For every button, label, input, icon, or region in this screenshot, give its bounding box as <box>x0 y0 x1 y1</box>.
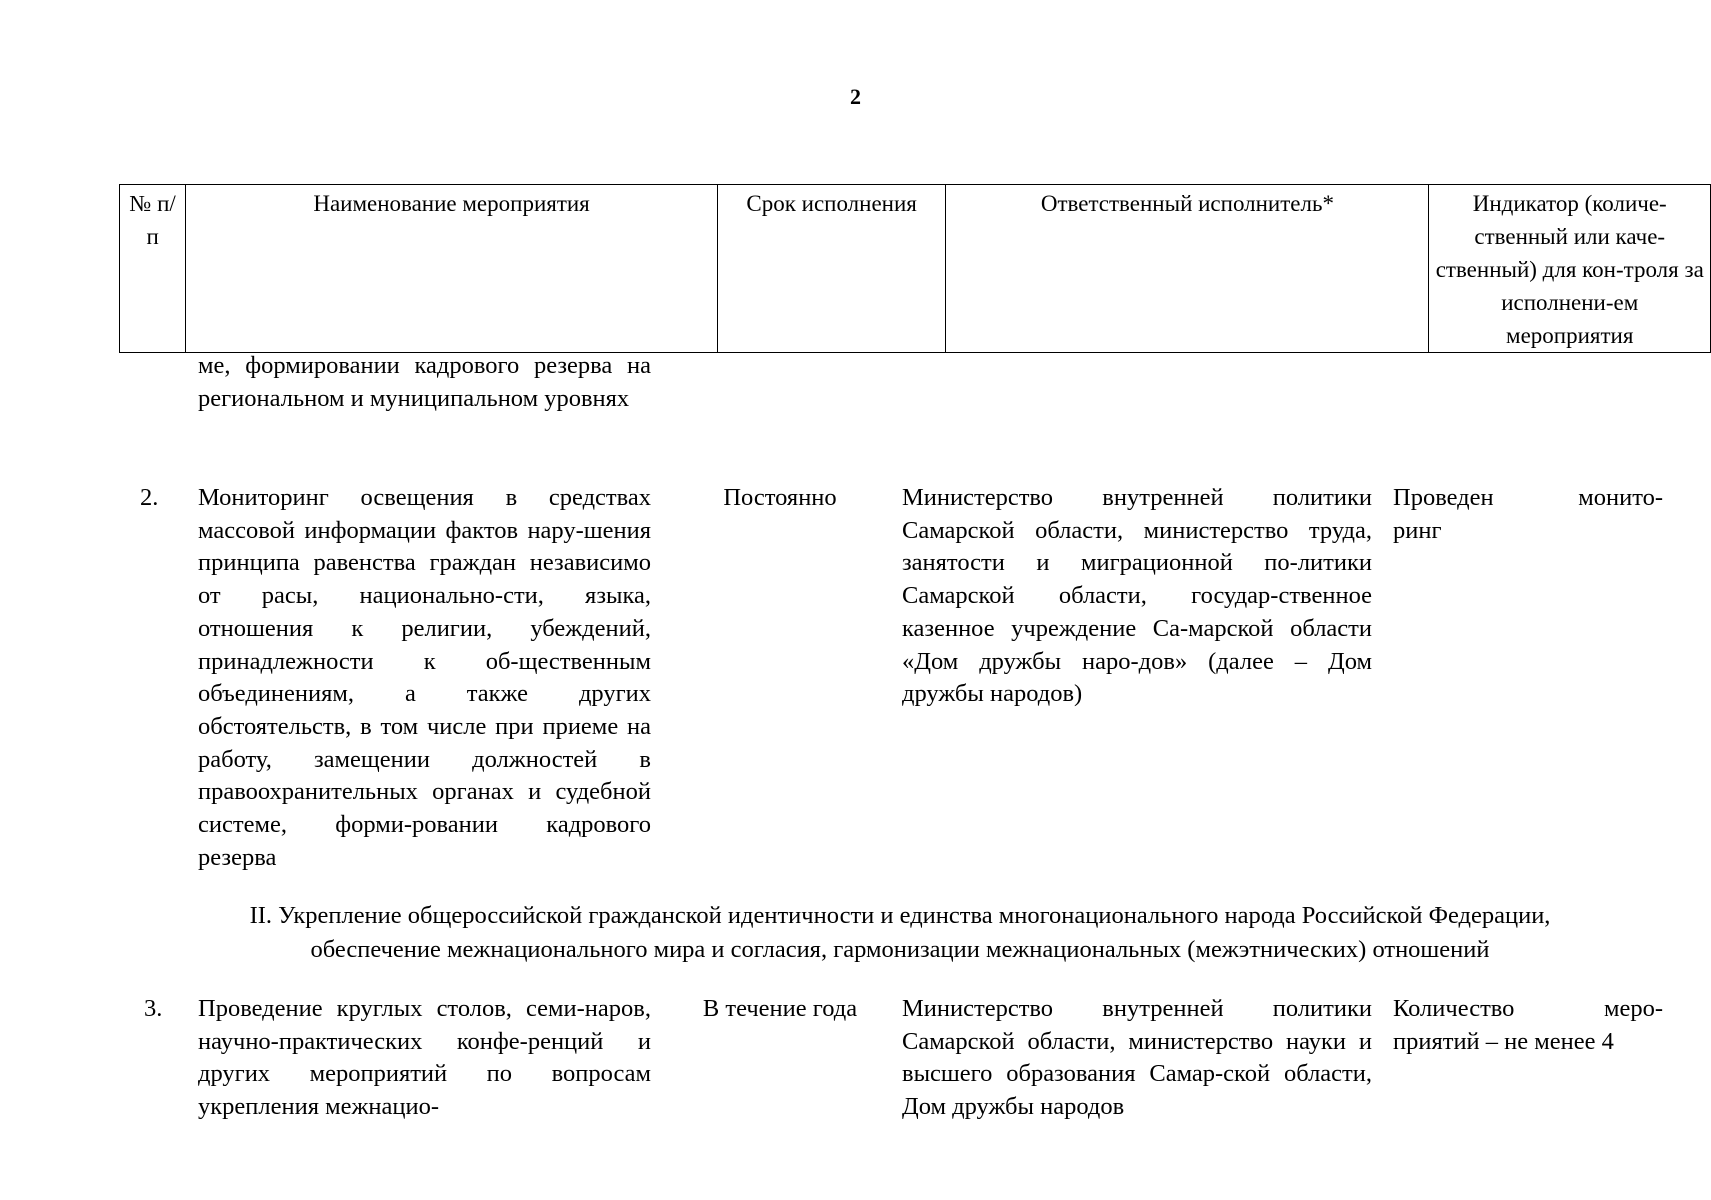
row-2-num: 2. <box>140 484 159 511</box>
row-2-deadline: Постоянно <box>723 484 837 511</box>
table-header <box>119 184 1711 353</box>
header-deadline: Срок исполнения <box>717 185 946 353</box>
row-3-name: Проведение круглых столов, семи-наров, научно-практических конфе-ренций и других мероприятий по вопросам укрепления межнацио- <box>198 995 651 1121</box>
row-2-indicator-b: монито- <box>1578 484 1663 511</box>
row-2-indicator-c: ринг <box>1393 516 1442 544</box>
header-responsible: Ответственный исполнитель* <box>946 185 1429 353</box>
page-number: 2 <box>850 84 861 109</box>
section-title-line1: II. Укрепление общероссийской гражданской идентичности и единства многонационального народа Российской Федерации, <box>249 902 1551 929</box>
section-title-line2: обеспечение межнационального мира и согласия, гармонизации межнациональных (межэтнических) отношений <box>310 936 1490 963</box>
row-3-deadline: В течение года <box>702 995 858 1022</box>
row-3-indicator-c: приятий – не менее 4 <box>1393 1027 1614 1055</box>
header-num: № п/п <box>120 185 186 353</box>
header-name: Наименование мероприятия <box>186 185 718 353</box>
row-3-indicator-b: меро- <box>1603 995 1663 1022</box>
row-2-name: Мониторинг освещения в средствах массовой информации фактов нару-шения принципа равенства граждан независимо от расы, национально-сти, языка, отношения к религии, убеждений, принадлежности к об-щественным объединениям, а также других обстоятельств, в том числе при приеме на работу, замещении должностей в правоохранительных органах и судебной системе, форми-ровании кадрового резерва <box>198 484 651 871</box>
row-2-indicator-a: Проведен <box>1393 484 1494 511</box>
row-2-indicator <box>1393 482 1663 547</box>
row-3-indicator <box>1393 993 1663 1058</box>
row-3-num: 3. <box>144 995 163 1022</box>
continuation-text: ме, формировании кадрового резерва на региональном и муниципальном уровнях <box>198 352 651 412</box>
row-2-responsible: Министерство внутренней политики Самарской области, министерство труда, занятости и миграционной по-литики Самарской области, государ-ственное казенное учреждение Са-марской области «Дом дружбы наро-дов» (далее – Дом дружбы народов) <box>902 484 1372 708</box>
row-3-indicator-a: Количество <box>1393 995 1515 1022</box>
section-title <box>130 899 1670 967</box>
header-indicator: Индикатор (количе-ственный или каче-ственный) для кон-троля за исполнени-ем мероприятия <box>1429 185 1711 353</box>
row-3-responsible: Министерство внутренней политики Самарской области, министерство науки и высшего образования Самар-ской области, Дом дружбы народов <box>902 995 1372 1121</box>
table-header-row <box>120 185 1711 353</box>
